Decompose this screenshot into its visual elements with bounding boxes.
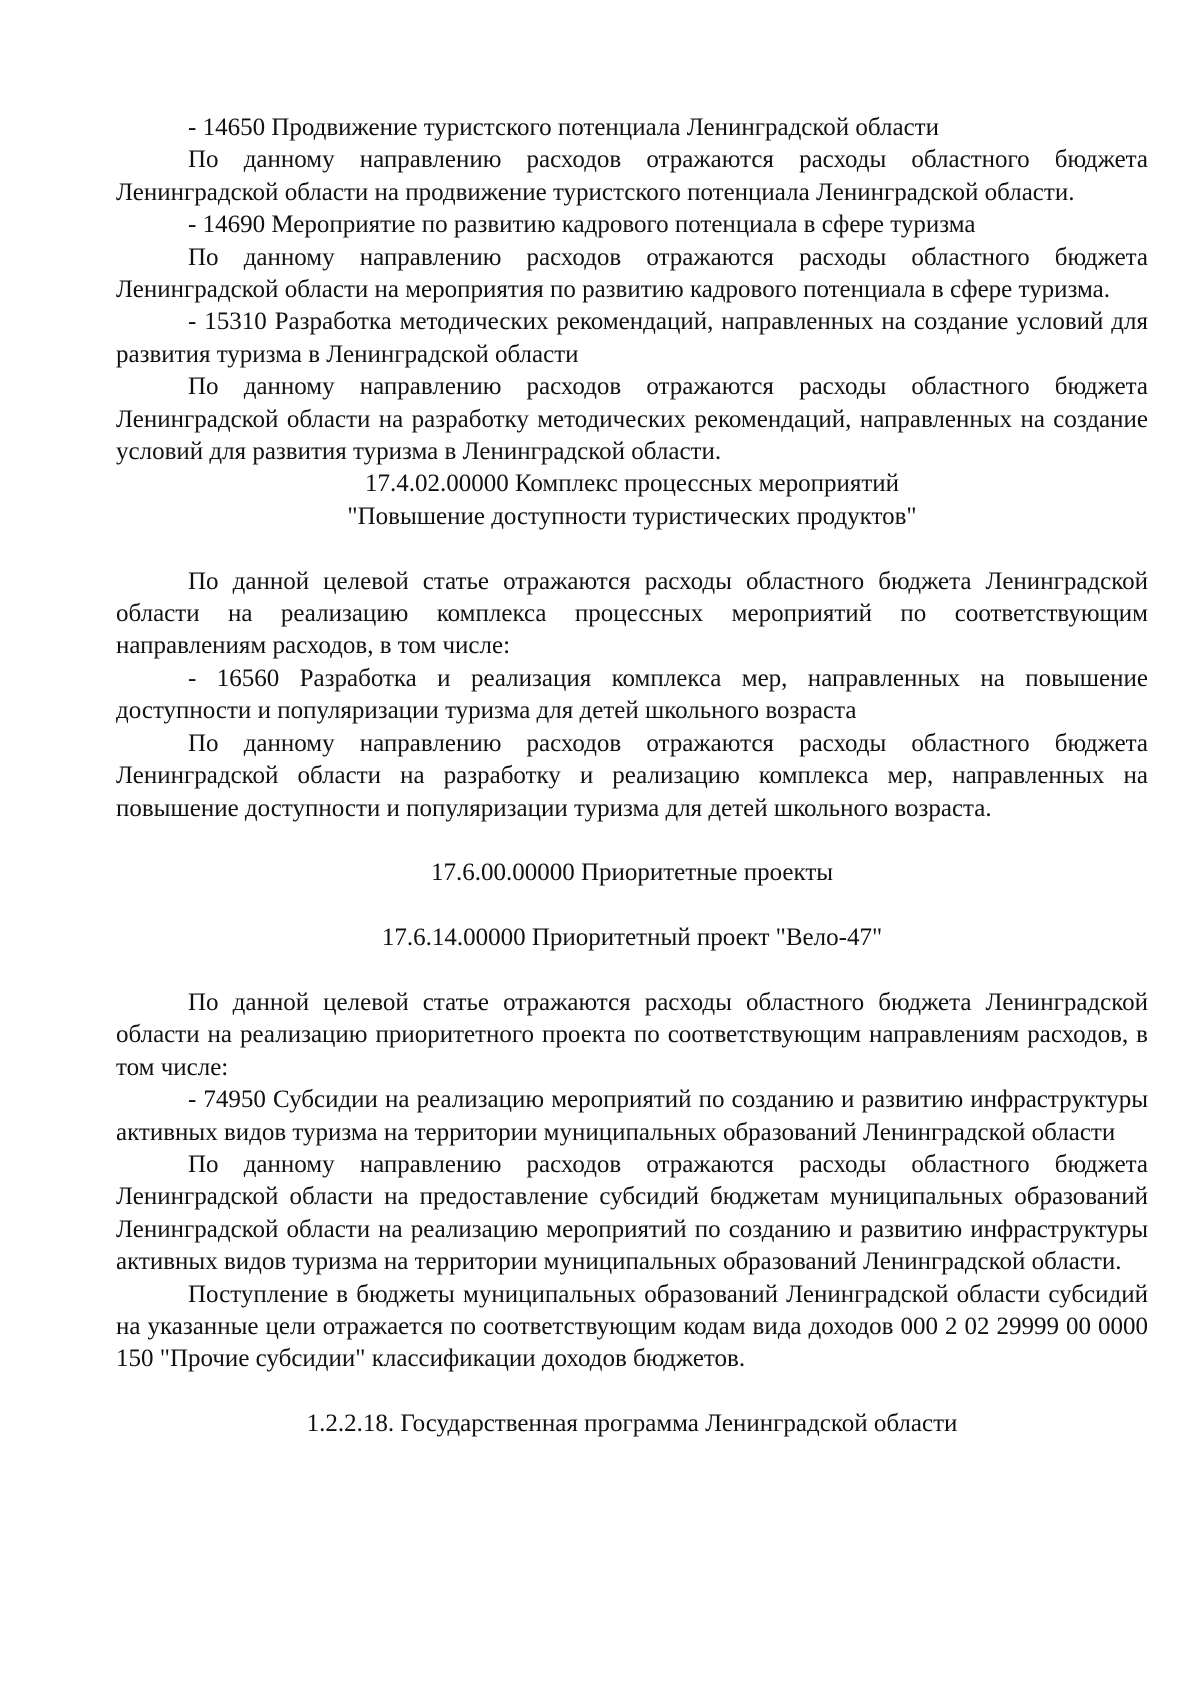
blank-line bbox=[116, 533, 1148, 565]
heading-17-6-00: 17.6.00.00000 Приоритетные проекты bbox=[430, 859, 834, 887]
item-16560-description: По данному направлению расходов отражаются расходы областного бюджета Ленинградской области на разработку и реализацию комплекса мер, направленных на повышение доступности и популяризации туризма для детей школьного возраста. bbox=[116, 729, 1148, 822]
item-74950: - 74950 Субсидии на реализацию мероприятий по созданию и развитию инфраструктуры активных видов туризма на территории муниципальных образований Ленинградской области bbox=[116, 1086, 1148, 1146]
blank-line bbox=[116, 1376, 1148, 1408]
item-74950-description: По данному направлению расходов отражаются расходы областного бюджета Ленинградской области на предоставление субсидий бюджетам муниципальных образований Ленинградской области на реализацию мероприятий по созданию и развитию инфраструктуры активных видов туризма на территории муниципальных образований Ленинградской области. bbox=[116, 1150, 1148, 1276]
item-14650: - 14650 Продвижение туристского потенциала Ленинградской области bbox=[188, 114, 939, 141]
blank-line bbox=[116, 955, 1148, 987]
heading-17-6-14: 17.6.14.00000 Приоритетный проект "Вело-47" bbox=[381, 924, 883, 952]
item-14690: - 14690 Мероприятие по развитию кадрового потенциала в сфере туризма bbox=[188, 211, 976, 239]
heading-17-4-02-line2: "Повышение доступности туристических продуктов" bbox=[347, 502, 917, 530]
heading-1-2-2-18: 1.2.2.18. Государственная программа Ленинградской области bbox=[306, 1410, 958, 1438]
item-15310-description: По данному направлению расходов отражаются расходы областного бюджета Ленинградской области на разработку методических рекомендаций, направленных на создание условий для развития туризма в Ленинградской области. bbox=[116, 373, 1148, 466]
blank-line bbox=[116, 890, 1148, 922]
blank-line bbox=[116, 825, 1148, 857]
target-article-17-6-14-description: По данной целевой статье отражаются расходы областного бюджета Ленинградской области на реализацию приоритетного проекта по соответствующим направлениям расходов, в том числе: bbox=[116, 988, 1148, 1081]
target-article-17-4-02-description: По данной целевой статье отражаются расходы областного бюджета Ленинградской области на реализацию комплекса процессных мероприятий по соответствующим направлениям расходов, в том числе: bbox=[116, 567, 1148, 660]
item-15310: - 15310 Разработка методических рекомендаций, направленных на создание условий для развития туризма в Ленинградской области bbox=[116, 308, 1148, 368]
document-page bbox=[116, 112, 1148, 1441]
item-16560: - 16560 Разработка и реализация комплекса мер, направленных на повышение доступности и популяризации туризма для детей школьного возраста bbox=[116, 664, 1148, 725]
item-14690-description: По данному направлению расходов отражаются расходы областного бюджета Ленинградской области на мероприятия по развитию кадрового потенциала в сфере туризма. bbox=[116, 243, 1148, 304]
heading-17-4-02-line1: 17.4.02.00000 Комплекс процессных мероприятий bbox=[364, 470, 900, 498]
item-14650-description: По данному направлению расходов отражаются расходы областного бюджета Ленинградской области на продвижение туристского потенциала Ленинградской области. bbox=[116, 146, 1148, 206]
subsidy-income-note: Поступление в бюджеты муниципальных образований Ленинградской области субсидий на указанные цели отражается по соответствующим кодам вида доходов 000 2 02 29999 00 0000 150 "Прочие субсидии" классификации доходов бюджетов. bbox=[116, 1280, 1148, 1373]
